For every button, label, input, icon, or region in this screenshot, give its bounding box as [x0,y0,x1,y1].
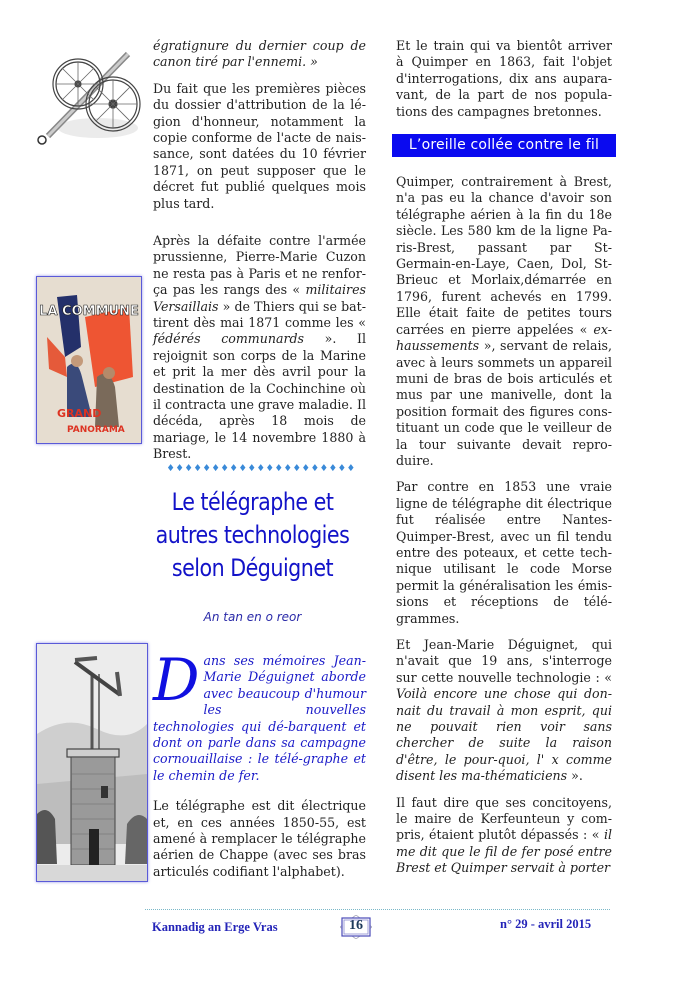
tower-artwork [37,644,147,881]
title-line: selon Déguignet [171,554,334,582]
italic-text: il me dit que le fil de fer posé entre Brest et Quimper servait à porter [396,827,612,876]
paragraph-quimper [396,174,612,469]
title-line: Le télégraphe et [171,488,334,516]
footer-divider [145,909,610,910]
la-commune-poster [36,276,142,444]
text: », servant de relais, avec à leurs sommets un appareil muni de bras de bois articulés et mus par une manivelle, dont la position formait des figures cons-tituant un code que le veilleur de la tour suivante devait repro-duire. [396,338,612,468]
svg-text:GRAND: GRAND [57,407,102,420]
cannon-illustration [28,36,152,148]
paragraph-deguignet [396,637,612,785]
page-number: 16 [349,918,363,933]
poster-artwork [37,277,141,443]
text: ». Il rejoignit son corps de la Marine et prit la mer dès avril pour la destination de la Cochinchine où il contracta une grave maladie. Il décéda, après 18 mois de mariage, le 14 novembre 1880 à Brest. [153,331,366,462]
poster-title: LA COMMUNE [39,304,139,319]
intro-text: ans ses mémoires Jean-Marie Déguignet aborde avec beaucoup d'humour les nouvelles technologies qui dé-barquent et dont on parle dans sa campagne cornouaillaise : le télé-graphe et le chemin de fer. [153,653,366,783]
drop-cap: D [153,646,200,714]
left-column-bottom [153,646,366,890]
paragraph-apres-defaite [153,233,366,463]
text: Quimper, contrairement à Brest, n'a pas eu la chance d'avoir son télégraphe aérien à la fin du 18e siècle. Les 580 km de la ligne Pa-ris-Brest, passant par St-Germain-en-Laye, Caen, Dol, St-Brieuc et Morlaix,démarrée en 1796, furent achevés en 1799. Elle était faite de petites tours carrées en pierre appelées « [396,174,612,337]
article-subtitle: An tan en o reor [203,610,302,624]
issue-info: n° 29 - avril 2015 [500,917,592,931]
paragraph-train: Et le train qui va bientôt arriver à Quimper en 1863, fait l'objet d'interrogations, dix ans aupara-vant, de la part de nos popula-tions des campagnes bretonnes. [396,38,612,119]
text: ». [567,768,583,784]
section-banner: L’oreille collée contre le fil [392,134,616,157]
italic-text: Voilà encore une chose qui don-nait du travail à mon esprit, qui ne pouvait rien voir sans chercher de suite la raison d'être, le pour-quoi, l' x comme disent les ma-thématiciens [396,686,612,784]
publication-name: Kannadig an Erge Vras [152,920,278,934]
paragraph-1853: Par contre en 1853 une vraie ligne de télégraphe dit électrique fut réalisée entre Nantes-Quimper-Brest, avec un fil tendu entre des poteaux, et cette tech-nique utilisant le code Morse permit la généralisation les émis-sions et réceptions de télé-grammes. [396,479,612,626]
text: » de Thiers qui se bat-tirent dès mai 1871 comme les « [153,298,366,331]
italic-text: fédérés communards [153,331,304,347]
paragraph-legion-honneur: Du fait que les premières pièces du dossier d'attribution de la lé-gion d'honneur, notamment la copie conforme de l'acte de nais-sance, sont datées du 10 février 1871, on peut supposer que le décret fut publié quelques mois plus tard. [153,80,366,211]
article-title [151,486,353,585]
text: Après la défaite contre l'armée prussienne, Pierre-Marie Cuzon ne resta pas à Paris et ne renfor-ça pas les rangs des « [153,233,366,298]
italic-text: ex-haussements [396,321,612,354]
intro-paragraph [153,646,366,784]
paragraph-telegraphe-electrique: Le télégraphe est dit électrique et, en ces années 1850-55, est amené à remplacer le télégraphe aérien de Chappe (avec ses bras articulés codifiant l'alphabet). [153,798,366,879]
quote-end: égratignure du dernier coup de canon tiré par l'ennemi. » [153,38,366,70]
title-line: autres technologies [155,521,350,549]
italic-text: militaires Versaillais [153,282,366,314]
left-column-top [153,38,366,222]
right-column [396,38,612,887]
text: Et Jean-Marie Déguignet, qui n'avait que 19 ans, s'interroge sur cette nouvelle technologie : « [396,637,612,685]
text: Il faut dire que ses concitoyens, le maire de Kerfeunteun y com-pris, étaient plutôt dépassés : « [396,794,612,843]
svg-text:PANORAMA: PANORAMA [67,425,125,435]
left-column-middle [153,233,366,473]
diamond-separator: ♦♦♦♦♦♦♦♦♦♦♦♦♦♦♦♦♦♦♦♦♦ [166,463,356,474]
paragraph-concitoyens [396,795,612,877]
chappe-telegraph-tower [36,643,148,882]
